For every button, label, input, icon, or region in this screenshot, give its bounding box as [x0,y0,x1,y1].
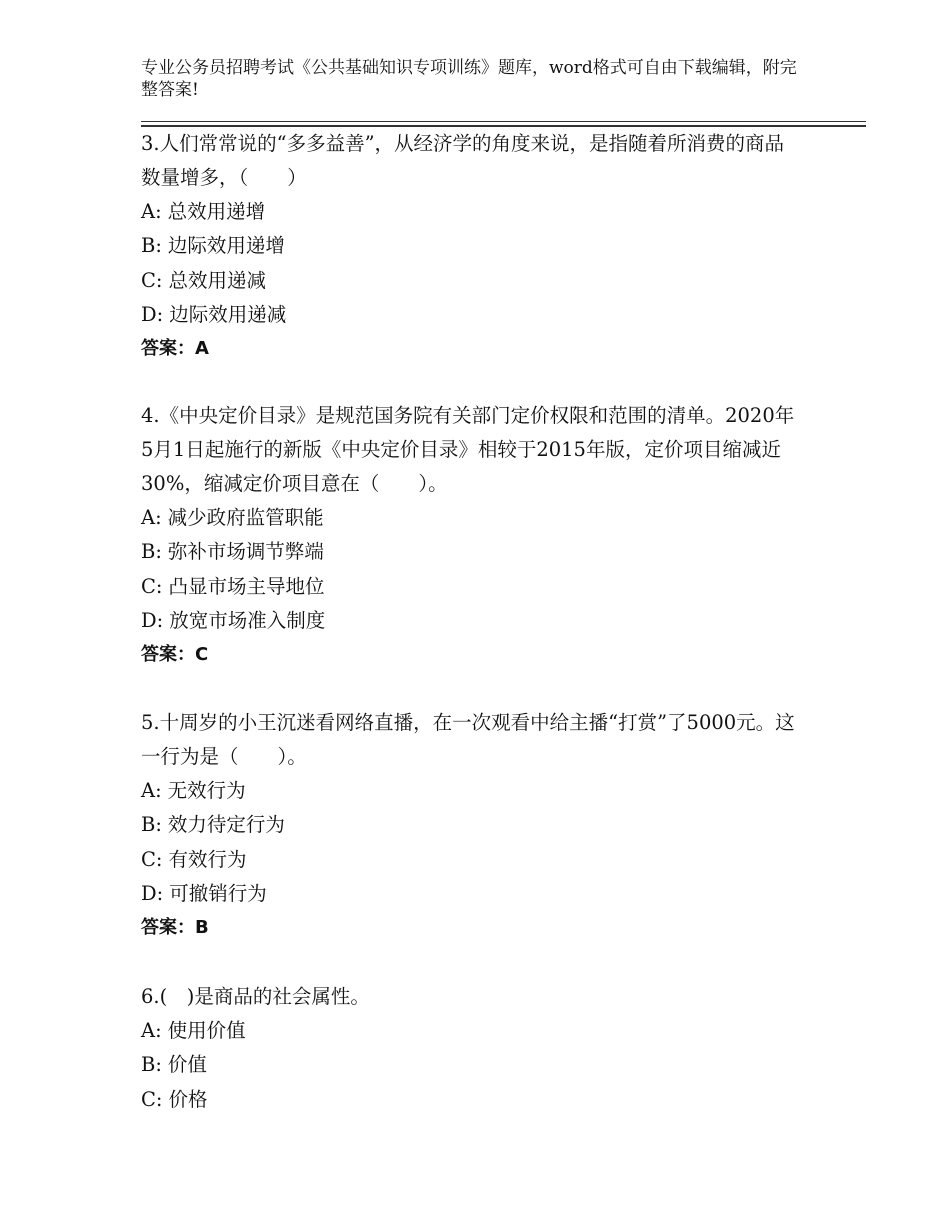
option-text: 总效用递增 [167,200,266,223]
question-3 [141,127,801,366]
header-rule-thin [141,121,866,122]
option-key: A: [141,1019,162,1042]
option-c [141,1083,801,1117]
question-5 [141,706,801,945]
option-list [141,195,801,332]
option-d [141,298,801,332]
option-key: A: [141,506,162,529]
question-stem: 5.十周岁的小王沉迷看网络直播，在一次观看中给主播“打赏”了5000元。这一行为是（ ）。 [141,711,795,768]
option-text: 凸显市场主导地位 [168,574,325,598]
option-key: D: [141,608,164,632]
option-b [141,535,801,569]
option-a [141,195,801,229]
option-text: 有效行为 [168,847,247,871]
option-text: 边际效用递增 [167,234,285,258]
question-stem: 6.( )是商品的社会属性。 [141,985,370,1008]
option-c [141,264,801,298]
option-text: 价格 [168,1087,208,1111]
option-text: 使用价值 [167,1019,246,1042]
option-text: 边际效用递减 [169,302,287,326]
option-key: C: [141,1087,163,1111]
option-key: A: [141,200,162,223]
question-stem: 4.《中央定价目录》是规范国务院有关部门定价权限和范围的清单。2020年5月1日起施行的新版《中央定价目录》相较于2015年版，定价项目缩减近30%，缩减定价项目意在（ ）。 [141,404,795,495]
answer-line: 答案：A [141,338,209,360]
answer-line: 答案：B [141,917,209,939]
option-key: D: [141,302,164,326]
question-6 [141,980,801,1117]
option-a [141,1014,801,1048]
option-text: 无效行为 [167,779,246,802]
option-c [141,570,801,604]
option-b [141,808,801,842]
question-stem: 3.人们常常说的“多多益善”，从经济学的角度来说，是指随着所消费的商品数量增多，（ ） [141,132,785,189]
question-4 [141,399,801,672]
option-text: 价值 [167,1053,207,1077]
option-key: B: [141,1053,162,1077]
option-key: B: [141,540,162,564]
option-text: 效力待定行为 [167,813,285,837]
option-c [141,843,801,877]
option-a [141,774,801,808]
option-text: 可撤销行为 [169,881,267,905]
option-key: A: [141,779,162,802]
option-key: D: [141,881,164,905]
option-b [141,229,801,263]
option-key: B: [141,234,162,258]
option-key: C: [141,268,163,292]
option-text: 放宽市场准入制度 [169,608,326,632]
option-d [141,604,801,638]
option-text: 总效用递减 [168,268,267,292]
option-list [141,501,801,638]
option-d [141,877,801,911]
option-key: B: [141,813,162,837]
option-key: C: [141,847,163,871]
option-a [141,501,801,535]
page-header: 专业公务员招聘考试《公共基础知识专项训练》题库，word格式可自由下载编辑，附完整答案! [141,58,797,100]
option-text: 弥补市场调节弊端 [167,540,324,564]
option-list [141,774,801,911]
option-b [141,1048,801,1082]
option-text: 减少政府监管职能 [167,506,324,529]
answer-line: 答案：C [141,644,209,666]
option-key: C: [141,574,163,598]
option-list [141,1014,801,1117]
